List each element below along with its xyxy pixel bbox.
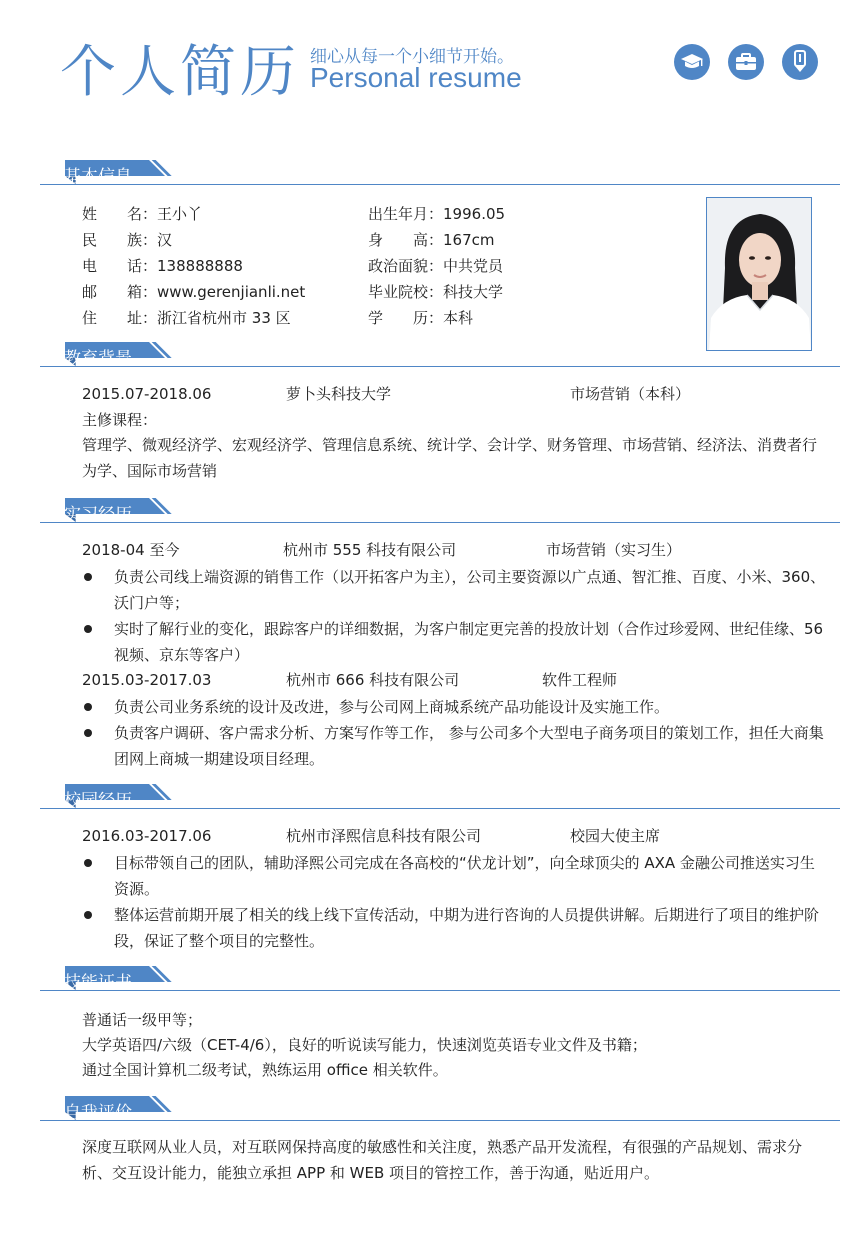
campus-org: 杭州市泽熙信息科技有限公司 xyxy=(286,827,482,845)
campus-role: 校园大使主席 xyxy=(570,827,661,845)
header-icons xyxy=(674,44,818,80)
section-internship xyxy=(40,498,840,534)
info-birth-row: 出生年月：1996.05 xyxy=(368,205,506,223)
briefcase-icon xyxy=(728,44,764,80)
skill-item: 通过全国计算机二级考试，熟练运用 office 相关软件。 xyxy=(82,1061,448,1079)
subtitle-en: Personal resume xyxy=(310,62,522,93)
courses-label: 主修课程： xyxy=(82,411,158,429)
info-school-row: 毕业院校：科技大学 xyxy=(368,283,504,301)
job-bullet: 负责公司线上端资源的销售工作（以开拓客户为主），公司主要资源以广点通、智汇推、百度、小米、360、沃门户等； xyxy=(82,564,828,616)
section-self-evaluation xyxy=(40,1096,840,1132)
info-phone-row: 电 话：138888888 xyxy=(82,257,243,275)
info-height-row: 身 高：167cm xyxy=(368,231,495,249)
info-ethnicity-row: 民 族：汉 xyxy=(82,231,173,249)
job-company: 杭州市 666 科技有限公司 xyxy=(286,671,460,689)
info-politics-row: 政治面貌：中共党员 xyxy=(368,257,504,275)
skill-item: 普通话一级甲等； xyxy=(82,1011,203,1029)
section-skills xyxy=(40,966,840,1002)
section-divider xyxy=(40,1120,840,1121)
pen-icon xyxy=(782,44,818,80)
education-period: 2015.07-2018.06 xyxy=(82,385,212,403)
job-role: 软件工程师 xyxy=(542,671,618,689)
section-title: 校园经历 xyxy=(64,791,132,811)
self-evaluation-text: 深度互联网从业人员，对互联网保持高度的敏感性和关注度，熟悉产品开发流程，有很强的产品规划、需求分析、交互设计能力，能独立承担 APP 和 WEB 项目的管控工作，善于沟通，贴近用户。 xyxy=(82,1138,803,1182)
resume-header xyxy=(0,0,866,140)
section-title: 自我评价 xyxy=(64,1103,132,1123)
campus-bullet: 目标带领自己的团队，辅助泽熙公司完成在各高校的“伏龙计划”，向全球顶尖的 AXA 金融公司推送实习生资源。 xyxy=(82,850,828,902)
subtitle-zh: 细心从每一个小细节开始。 xyxy=(310,47,514,67)
info-name-row: 姓 名：王小丫 xyxy=(82,205,203,223)
section-title: 教育背景 xyxy=(64,349,132,369)
job-role: 市场营销（实习生） xyxy=(546,541,682,559)
skill-item: 大学英语四/六级（CET-4/6），良好的听说读写能力，快速浏览英语专业文件及书籍； xyxy=(82,1036,647,1054)
section-title: 技能证书 xyxy=(64,973,132,993)
profile-photo xyxy=(706,197,812,351)
section-divider xyxy=(40,808,840,809)
info-degree-row: 学 历：本科 xyxy=(368,309,474,327)
section-divider xyxy=(40,522,840,523)
job-bullet: 负责客户调研、客户需求分析、方案写作等工作， 参与公司多个大型电子商务项目的策划工作，担任大商集团网上商城一期建设项目经理。 xyxy=(82,720,828,772)
job-period: 2018-04 至今 xyxy=(82,541,180,559)
campus-period: 2016.03-2017.06 xyxy=(82,827,212,845)
section-education xyxy=(40,342,840,378)
graduation-cap-icon xyxy=(674,44,710,80)
info-address-row: 住 址：浙江省杭州市 33 区 xyxy=(82,309,291,327)
section-divider xyxy=(40,990,840,991)
page-title: 个人简历 xyxy=(60,40,300,105)
education-major: 市场营销（本科） xyxy=(570,385,691,403)
job-company: 杭州市 555 科技有限公司 xyxy=(283,541,457,559)
job-bullet: 负责公司业务系统的设计及改进，参与公司网上商城系统产品功能设计及实施工作。 xyxy=(82,694,828,720)
section-title: 基本信息 xyxy=(64,167,132,187)
section-basic-info xyxy=(40,160,840,196)
section-title: 实习经历 xyxy=(64,505,132,525)
section-divider xyxy=(40,184,840,185)
section-divider xyxy=(40,366,840,367)
info-email-row: 邮 箱：www.gerenjianli.net xyxy=(82,283,306,301)
section-campus xyxy=(40,784,840,820)
job-period: 2015.03-2017.03 xyxy=(82,671,212,689)
education-school: 萝卜头科技大学 xyxy=(286,385,392,403)
job-bullet: 实时了解行业的变化，跟踪客户的详细数据，为客户制定更完善的投放计划（合作过珍爱网、世纪佳缘、56 视频、京东等客户） xyxy=(82,616,828,668)
campus-bullet: 整体运营前期开展了相关的线上线下宣传活动，中期为进行咨询的人员提供讲解。后期进行了项目的维护阶段，保证了整个项目的完整性。 xyxy=(82,902,828,954)
courses-list: 管理学、微观经济学、宏观经济学、管理信息系统、统计学、会计学、财务管理、市场营销、经济法、消费者行为学、国际市场营销 xyxy=(82,436,818,480)
